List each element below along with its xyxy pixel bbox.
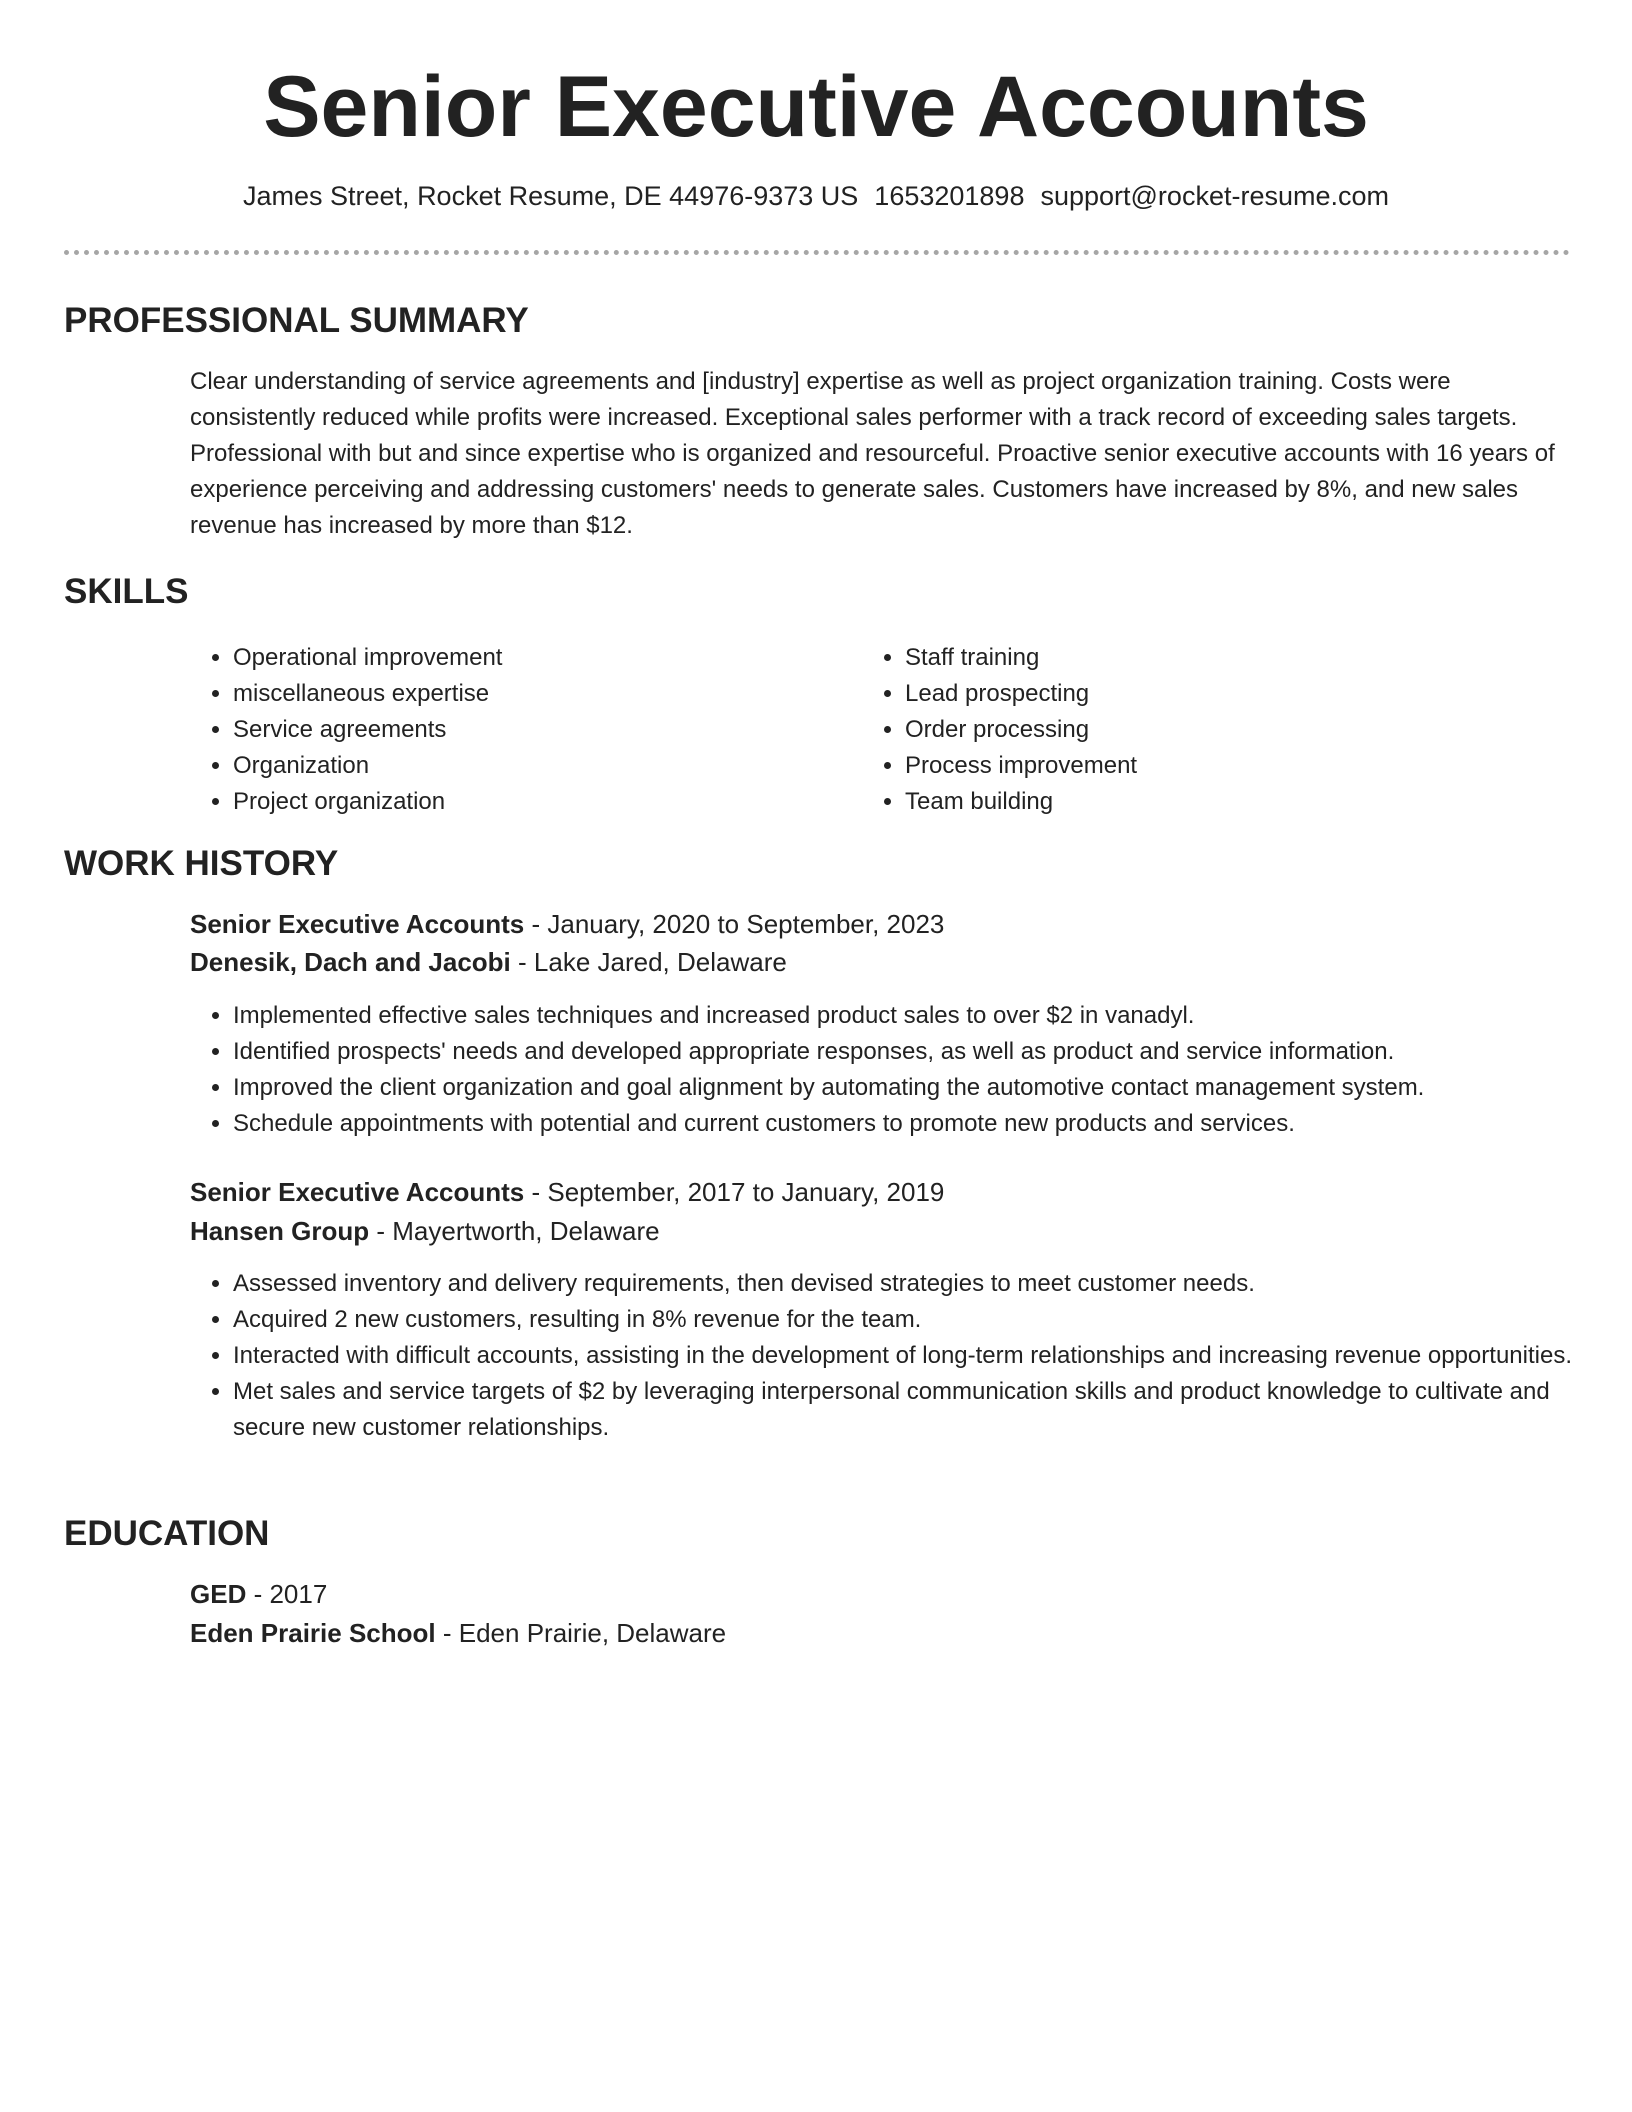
skills-list-right [862, 640, 1137, 820]
summary-heading: PROFESSIONAL SUMMARY [64, 301, 529, 340]
skill-item: • Organization [233, 748, 502, 784]
summary-text: Clear understanding of service agreements and [industry] expertise as well as project organization training. Costs were consistently reduced while profits were increased. Exceptional sales performer with a track record of exceeding sales targets. Professional with but and since expertise who is organized and resourceful. Proactive senior executive accounts with 16 years of experience perceiving and addressing customers' needs to generate sales. Customers have increased by 8%, and new sales revenue has increased by more than $12. [190, 368, 1555, 539]
job-title-line [190, 1173, 944, 1211]
resume-name: Senior Executive Accounts [263, 59, 1369, 155]
job-company-line [190, 1212, 660, 1250]
job-bullet: • Identified prospects' needs and developed appropriate responses, as well as product and service information. [233, 1034, 1575, 1070]
education-school-line [190, 1614, 726, 1652]
education-location: - Eden Prairie, Delaware [435, 1618, 727, 1648]
header-divider [64, 250, 1570, 255]
education-degree-line [190, 1575, 327, 1613]
contact-line [0, 176, 1632, 216]
job-bullet: • Met sales and service targets of $2 by leveraging interpersonal communication skills and product knowledge to cultivate and secure new customer relationships. [233, 1374, 1575, 1446]
education-school: Eden Prairie School [190, 1618, 436, 1648]
job-bullets [190, 1266, 1575, 1446]
skills-list-left [190, 640, 502, 820]
job-title: Senior Executive Accounts [190, 1177, 525, 1207]
job-company: Denesik, Dach and Jacobi [190, 947, 511, 977]
work-history-heading: WORK HISTORY [64, 844, 339, 883]
job-bullet: • Interacted with difficult accounts, assisting in the development of long-term relationships and increasing revenue opportunities. [233, 1338, 1575, 1374]
job-location: - Mayertworth, Delaware [369, 1216, 660, 1246]
education-heading: EDUCATION [64, 1514, 270, 1553]
job-company: Hansen Group [190, 1216, 370, 1246]
skill-item: • Project organization [233, 784, 502, 820]
education-degree: GED [190, 1579, 247, 1609]
skill-item: • Operational improvement [233, 640, 502, 676]
job-dates: - September, 2017 to January, 2019 [524, 1177, 945, 1207]
skill-item: • Staff training [905, 640, 1137, 676]
skill-item: • Team building [905, 784, 1137, 820]
contact-email: support@rocket-resume.com [1040, 181, 1389, 211]
job-bullet: • Schedule appointments with potential and current customers to promote new products and services. [233, 1106, 1575, 1142]
contact-phone: 1653201898 [874, 181, 1025, 211]
contact-address: James Street, Rocket Resume, DE 44976-9373 US [243, 181, 859, 211]
skill-item: • Order processing [905, 712, 1137, 748]
job-title-line [190, 905, 944, 943]
job-bullets [190, 998, 1575, 1142]
job-dates: - January, 2020 to September, 2023 [524, 909, 945, 939]
skill-item: • Lead prospecting [905, 676, 1137, 712]
skill-item: • Process improvement [905, 748, 1137, 784]
skill-item: • miscellaneous expertise [233, 676, 502, 712]
education-year: - 2017 [246, 1579, 328, 1609]
skill-item: • Service agreements [233, 712, 502, 748]
job-location: - Lake Jared, Delaware [510, 947, 787, 977]
job-title: Senior Executive Accounts [190, 909, 525, 939]
job-bullet: • Implemented effective sales techniques and increased product sales to over $2 in vanadyl. [233, 998, 1575, 1034]
job-bullet: • Assessed inventory and delivery requirements, then devised strategies to meet customer needs. [233, 1266, 1575, 1302]
job-bullet: • Acquired 2 new customers, resulting in 8% revenue for the team. [233, 1302, 1575, 1338]
skills-heading: SKILLS [64, 572, 189, 611]
job-bullet: • Improved the client organization and goal alignment by automating the automotive contact management system. [233, 1070, 1575, 1106]
job-company-line [190, 943, 787, 981]
